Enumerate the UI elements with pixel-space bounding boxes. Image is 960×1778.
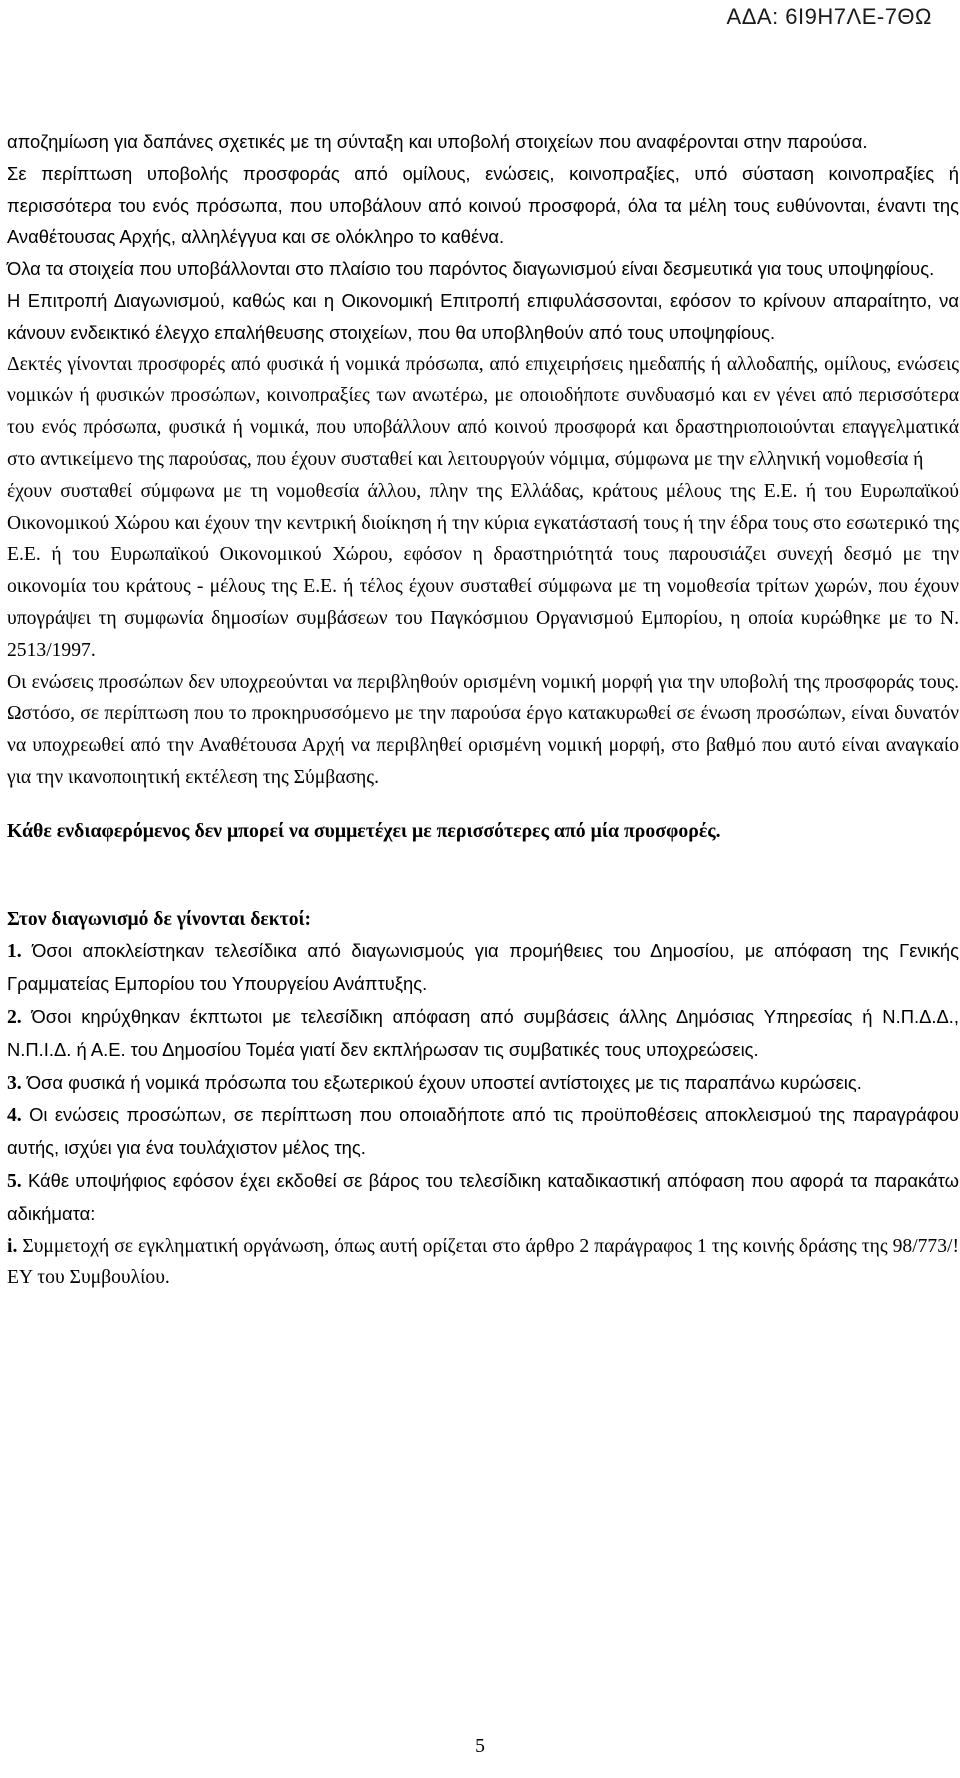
exclusion-number: 2.	[7, 1006, 22, 1028]
ada-code: ΑΔΑ: 6Ι9Η7ΛΕ-7ΘΩ	[726, 4, 932, 29]
paragraph-compensation: αποζημίωση για δαπάνες σχετικές με τη σύνταξη και υποβολή στοιχείων που αναφέρονται στην παρούσα.	[7, 131, 868, 152]
exclusion-subitem-number: i.	[7, 1235, 18, 1257]
exclusion-subitem-text: Συμμετοχή σε εγκληματική οργάνωση, όπως αυτή ορίζεται στο άρθρο 2 παράγραφος 1 της κοινής δράσης της 98/773/!ΕΥ του Συμβουλίου.	[7, 1235, 959, 1289]
eligibility-section	[7, 349, 959, 794]
exclusion-text: Όσοι αποκλείστηκαν τελεσίδικα από διαγωνισμούς για προμήθειες του Δημοσίου, με απόφαση της Γενικής Γραμματείας Εμπορίου του Υπουργείου Ανάπτυξης.	[7, 940, 959, 995]
exclusion-text: Όσοι κηρύχθηκαν έκπτωτοι με τελεσίδικη απόφαση από συμβάσεις άλλης Δημόσιας Υπηρεσίας ή Ν.Π.Δ.Δ., Ν.Π.Ι.Δ. ή Α.Ε. του Δημοσίου Τομέα γιατί δεν εκπλήρωσαν τις συμβατικές τους υποχρεώσεις.	[7, 1005, 959, 1060]
exclusion-item	[7, 1099, 959, 1165]
page-number: 5	[475, 1736, 485, 1757]
paragraph-eligible-bidders: Δεκτές γίνονται προσφορές από φυσικά ή νομικά πρόσωπα, από επιχειρήσεις ημεδαπής ή αλλοδαπής, ομίλους, ενώσεις νομικών ή φυσικών προσώπων, κοινοπραξίες των ανωτέρω, με οποιοδήποτε συνδυασμό και εν γένει από περισσότερα του ενός πρόσωπα, φυσικά ή νομικά, που υποβάλλουν από κοινού προσφορά και δραστηριοποιούνται επαγγελματικά στο αντικείμενο της παρούσας, που έχουν συσταθεί και λειτουργούν νόμιμα, σύμφωνα με την ελληνική νομοθεσία ή	[7, 353, 959, 470]
exclusion-number: 5.	[7, 1170, 22, 1192]
exclusion-text: Οι ενώσεις προσώπων, σε περίπτωση που οποιαδήποτε από τις προϋποθέσεις αποκλεισμού της παραγράφου αυτής, ισχύει για ένα τουλάχιστον μέλος της.	[7, 1104, 959, 1159]
spacer	[7, 848, 959, 904]
paragraph-verification: Η Επιτροπή Διαγωνισμού, καθώς και η Οικονομική Επιτροπή επιφυλάσσονται, εφόσον το κρίνουν απαραίτητο, να κάνουν ενδεικτικό έλεγχο επαλήθευσης στοιχείων, που θα υποβληθούν από τους υποψηφίους.	[7, 289, 959, 343]
paragraph-binding-data: Όλα τα στοιχεία που υποβάλλονται στο πλαίσιο του παρόντος διαγωνισμού είναι δεσμευτικά για τους υποψηφίους.	[7, 258, 935, 280]
exclusions-heading: Στον διαγωνισμό δε γίνονται δεκτοί:	[7, 908, 312, 930]
exclusion-item	[7, 1001, 959, 1067]
exclusion-text: Όσα φυσικά ή νομικά πρόσωπα του εξωτερικού έχουν υποστεί αντίστοιχες με τις παραπάνω κυρώσεις.	[21, 1071, 862, 1093]
spacer	[7, 794, 959, 816]
exclusion-number: 4.	[7, 1105, 22, 1127]
exclusion-item	[7, 1165, 959, 1231]
exclusions-section	[7, 904, 959, 1295]
paragraph-joint-liability: Σε περίπτωση υποβολής προσφοράς από ομίλους, ενώσεις, κοινοπραξίες, υπό σύσταση κοινοπραξίες ή περισσότερα του ενός πρόσωπα, που υποβάλουν από κοινού προσφορά, όλα τα μέλη τους ευθύνονται, έναντι της Αναθέτουσας Αρχής, αλληλέγγυα και σε ολόκληρο το καθένα.	[7, 162, 959, 248]
document-body	[7, 126, 959, 1294]
exclusion-subitem	[7, 1231, 959, 1295]
exclusion-item	[7, 1067, 959, 1100]
exclusion-number: 3.	[7, 1072, 22, 1094]
single-bid-notice: Κάθε ενδιαφερόμενος δεν μπορεί να συμμετέχει με περισσότερες από μία προσφορές.	[7, 819, 721, 842]
exclusion-text: Κάθε υποψήφιος εφόσον έχει εκδοθεί σε βάρος του τελεσίδικη καταδικαστική απόφαση που αφορά τα παρακάτω αδικήματα:	[7, 1169, 959, 1224]
exclusion-number: 1.	[7, 941, 22, 963]
intro-section	[7, 126, 959, 349]
paragraph-foreign-bidders: έχουν συσταθεί σύμφωνα με τη νομοθεσία άλλου, πλην της Ελλάδας, κράτους μέλους της Ε.Ε. ή του Ευρωπαϊκού Οικονομικού Χώρου και έχουν την κεντρική διοίκηση ή την κύρια εγκατάστασή τους ή την έδρα τους στο εσωτερικό της Ε.Ε. ή του Ευρωπαϊκού Οικονομικού Χώρου, εφόσον η δραστηριότητά τους παρουσιάζει συνεχή δεσμό με την οικονομία του κράτους - μέλους της Ε.Ε. ή τέλος έχουν συσταθεί σύμφωνα με τη νομοθεσία τρίτων χωρών, που έχουν υπογράψει τη συμφωνία δημοσίων συμβάσεων του Παγκόσμιου Οργανισμού Εμπορίου, η οποία κυρώθηκε με το Ν. 2513/1997.	[7, 480, 959, 661]
paragraph-legal-form: Οι ενώσεις προσώπων δεν υποχρεούνται να περιβληθούν ορισμένη νομική μορφή για την υποβολή της προσφοράς τους. Ωστόσο, σε περίπτωση που το προκηρυσσόμενο με την παρούσα έργο κατακυρωθεί σε ένωση προσώπων, είναι δυνατόν να υποχρεωθεί από την Αναθέτουσα Αρχή να περιβληθεί ορισμένη νομική μορφή, στο βαθμό που αυτό είναι αναγκαίο για την ικανοποιητική εκτέλεση της Σύμβασης.	[7, 671, 959, 788]
exclusion-item	[7, 935, 959, 1001]
